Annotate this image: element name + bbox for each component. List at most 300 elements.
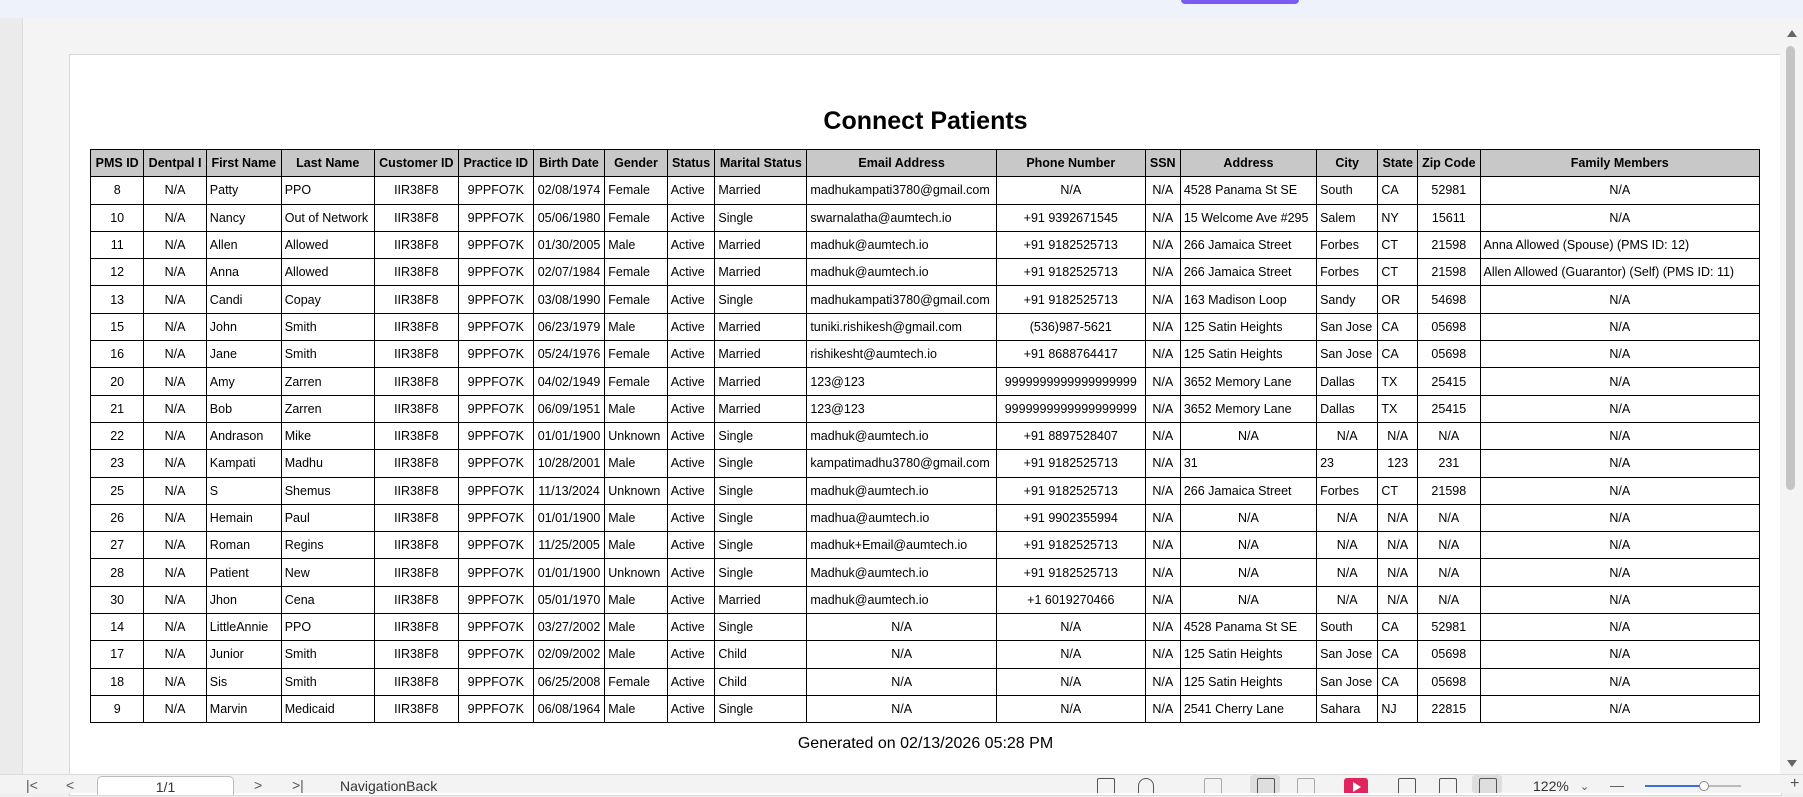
table-cell: IIR38F8: [374, 395, 458, 422]
column-header: Family Members: [1480, 150, 1759, 177]
table-cell: 28: [91, 559, 144, 586]
table-cell: Active: [667, 259, 715, 286]
scroll-mode-icon[interactable]: [1204, 778, 1222, 793]
table-cell: N/A: [1145, 286, 1180, 313]
table-cell: Male: [605, 231, 667, 258]
table-cell: IIR38F8: [374, 422, 458, 449]
table-cell: 9PPFO7K: [458, 422, 533, 449]
table-cell: 18: [91, 668, 144, 695]
table-cell: Active: [667, 286, 715, 313]
table-row: [91, 368, 1760, 395]
column-header: Last Name: [281, 150, 374, 177]
table-cell: N/A: [807, 614, 997, 641]
table-cell: TX: [1378, 368, 1418, 395]
table-cell: N/A: [1145, 532, 1180, 559]
table-cell: N/A: [1317, 559, 1378, 586]
single-page-icon[interactable]: [1257, 778, 1275, 793]
table-row: [91, 532, 1760, 559]
table-cell: N/A: [1480, 641, 1759, 668]
table-cell: 9PPFO7K: [458, 368, 533, 395]
table-cell: Active: [667, 614, 715, 641]
table-cell: 52981: [1418, 177, 1480, 204]
fit-width-icon[interactable]: [1439, 778, 1457, 793]
table-cell: 11/25/2005: [533, 532, 605, 559]
table-cell: tuniki.rishikesh@gmail.com: [807, 313, 997, 340]
table-cell: 8: [91, 177, 144, 204]
table-row: [91, 641, 1760, 668]
table-cell: Active: [667, 586, 715, 613]
table-cell: Active: [667, 504, 715, 531]
table-cell: 05698: [1418, 641, 1480, 668]
table-cell: N/A: [1145, 422, 1180, 449]
table-cell: CT: [1378, 259, 1418, 286]
table-cell: N/A: [1145, 231, 1180, 258]
reading-mode-icon[interactable]: [1479, 778, 1497, 793]
table-cell: 52981: [1418, 614, 1480, 641]
table-cell: N/A: [144, 532, 206, 559]
table-cell: N/A: [807, 695, 997, 722]
table-cell: N/A: [1480, 204, 1759, 231]
table-cell: Unknown: [605, 422, 667, 449]
table-cell: madhua@aumtech.io: [807, 504, 997, 531]
column-header: Dentpal I: [144, 150, 206, 177]
table-cell: IIR38F8: [374, 668, 458, 695]
table-cell: 01/01/1900: [533, 559, 605, 586]
table-cell: N/A: [144, 395, 206, 422]
table-cell: Active: [667, 695, 715, 722]
table-cell: 17: [91, 641, 144, 668]
table-cell: 9PPFO7K: [458, 341, 533, 368]
table-cell: 266 Jamaica Street: [1180, 477, 1316, 504]
table-cell: rishikesht@aumtech.io: [807, 341, 997, 368]
table-cell: +1 6019270466: [996, 586, 1145, 613]
table-cell: madhuk+Email@aumtech.io: [807, 532, 997, 559]
zoom-slider-knob[interactable]: [1699, 781, 1709, 791]
table-cell: 11/13/2024: [533, 477, 605, 504]
table-cell: 23: [91, 450, 144, 477]
table-cell: San Jose: [1317, 313, 1378, 340]
table-cell: Smith: [281, 341, 374, 368]
table-cell: N/A: [1378, 504, 1418, 531]
table-cell: Zarren: [281, 368, 374, 395]
table-cell: IIR38F8: [374, 231, 458, 258]
table-cell: Active: [667, 313, 715, 340]
table-cell: 25415: [1418, 368, 1480, 395]
table-cell: Single: [715, 504, 807, 531]
table-cell: 25: [91, 477, 144, 504]
table-cell: Jane: [206, 341, 281, 368]
table-cell: 9PPFO7K: [458, 532, 533, 559]
table-cell: 15 Welcome Ave #295: [1180, 204, 1316, 231]
table-cell: 9PPFO7K: [458, 259, 533, 286]
column-header: First Name: [206, 150, 281, 177]
table-cell: Allowed: [281, 231, 374, 258]
table-cell: Sandy: [1317, 286, 1378, 313]
table-cell: Zarren: [281, 395, 374, 422]
table-cell: 125 Satin Heights: [1180, 641, 1316, 668]
table-cell: Married: [715, 586, 807, 613]
table-cell: South: [1317, 177, 1378, 204]
table-cell: TX: [1378, 395, 1418, 422]
table-cell: N/A: [144, 341, 206, 368]
table-cell: N/A: [1480, 286, 1759, 313]
table-cell: Allen: [206, 231, 281, 258]
table-cell: San Jose: [1317, 341, 1378, 368]
table-cell: 05698: [1418, 341, 1480, 368]
table-cell: 9PPFO7K: [458, 313, 533, 340]
table-cell: N/A: [1480, 177, 1759, 204]
table-cell: CA: [1378, 177, 1418, 204]
table-cell: Female: [605, 204, 667, 231]
zoom-slider[interactable]: [1645, 785, 1741, 787]
fit-page-icon[interactable]: [1097, 778, 1115, 793]
top-strip: [0, 0, 1803, 18]
table-cell: Smith: [281, 641, 374, 668]
table-cell: CA: [1378, 668, 1418, 695]
table-cell: 2541 Cherry Lane: [1180, 695, 1316, 722]
column-header: SSN: [1145, 150, 1180, 177]
table-cell: IIR38F8: [374, 641, 458, 668]
table-cell: Single: [715, 422, 807, 449]
table-cell: 22: [91, 422, 144, 449]
table-cell: IIR38F8: [374, 450, 458, 477]
patients-table: [90, 149, 1760, 723]
page-number-input[interactable]: 1/1: [97, 776, 234, 795]
table-cell: CA: [1378, 614, 1418, 641]
table-cell: CA: [1378, 313, 1418, 340]
top-accent-tab[interactable]: [1181, 0, 1299, 4]
two-page-icon[interactable]: [1297, 778, 1315, 793]
table-cell: Female: [605, 259, 667, 286]
table-cell: 05698: [1418, 668, 1480, 695]
table-cell: 21598: [1418, 259, 1480, 286]
table-cell: N/A: [1145, 368, 1180, 395]
table-cell: CT: [1378, 231, 1418, 258]
table-cell: Female: [605, 286, 667, 313]
presentation-play-icon[interactable]: [1344, 778, 1368, 793]
table-cell: Married: [715, 341, 807, 368]
view-eye-icon[interactable]: [1138, 778, 1154, 793]
navigation-back-label[interactable]: NavigationBack: [340, 778, 438, 794]
table-cell: Female: [605, 177, 667, 204]
scrollbar-thumb[interactable]: [1786, 46, 1795, 490]
table-cell: 25415: [1418, 395, 1480, 422]
table-cell: Anna: [206, 259, 281, 286]
table-cell: Active: [667, 177, 715, 204]
table-cell: 9PPFO7K: [458, 559, 533, 586]
table-cell: Active: [667, 368, 715, 395]
table-cell: N/A: [1317, 586, 1378, 613]
table-cell: N/A: [996, 668, 1145, 695]
table-cell: N/A: [1145, 259, 1180, 286]
zoom-level[interactable]: 122%: [1533, 778, 1569, 794]
table-cell: Active: [667, 532, 715, 559]
table-cell: N/A: [1480, 532, 1759, 559]
table-cell: Active: [667, 477, 715, 504]
table-cell: Forbes: [1317, 477, 1378, 504]
scroll-down-icon[interactable]: [1787, 760, 1797, 767]
table-cell: 123: [1378, 450, 1418, 477]
table-cell: N/A: [1145, 559, 1180, 586]
table-cell: 14: [91, 614, 144, 641]
column-header: PMS ID: [91, 150, 144, 177]
column-header: Zip Code: [1418, 150, 1480, 177]
table-cell: N/A: [144, 231, 206, 258]
table-cell: Roman: [206, 532, 281, 559]
table-cell: N/A: [1180, 586, 1316, 613]
table-cell: Smith: [281, 668, 374, 695]
table-cell: Male: [605, 450, 667, 477]
table-cell: Male: [605, 313, 667, 340]
table-cell: Active: [667, 668, 715, 695]
table-cell: N/A: [1145, 695, 1180, 722]
table-row: [91, 450, 1760, 477]
table-cell: 9PPFO7K: [458, 231, 533, 258]
table-cell: 9PPFO7K: [458, 504, 533, 531]
table-cell: Medicaid: [281, 695, 374, 722]
table-cell: Single: [715, 450, 807, 477]
table-cell: Male: [605, 504, 667, 531]
table-cell: madhukampati3780@gmail.com: [807, 177, 997, 204]
table-row: [91, 504, 1760, 531]
table-cell: Hemain: [206, 504, 281, 531]
table-cell: +91 9182525713: [996, 477, 1145, 504]
table-cell: Unknown: [605, 559, 667, 586]
table-cell: Madhu: [281, 450, 374, 477]
table-cell: John: [206, 313, 281, 340]
table-cell: Male: [605, 532, 667, 559]
table-cell: S: [206, 477, 281, 504]
table-cell: 21598: [1418, 231, 1480, 258]
table-cell: IIR38F8: [374, 286, 458, 313]
table-cell: 16: [91, 341, 144, 368]
table-cell: Active: [667, 204, 715, 231]
column-header: Marital Status: [715, 150, 807, 177]
table-cell: Active: [667, 395, 715, 422]
table-cell: Andrason: [206, 422, 281, 449]
table-cell: +91 9182525713: [996, 532, 1145, 559]
table-cell: 9PPFO7K: [458, 586, 533, 613]
table-cell: Allen Allowed (Guarantor) (Self) (PMS ID: 11): [1480, 259, 1759, 286]
table-cell: N/A: [1480, 477, 1759, 504]
table-cell: CA: [1378, 341, 1418, 368]
table-cell: Female: [605, 341, 667, 368]
table-cell: N/A: [144, 668, 206, 695]
table-cell: OR: [1378, 286, 1418, 313]
table-cell: Madhuk@aumtech.io: [807, 559, 997, 586]
table-cell: Salem: [1317, 204, 1378, 231]
table-cell: 266 Jamaica Street: [1180, 259, 1316, 286]
table-cell: 9PPFO7K: [458, 177, 533, 204]
table-cell: N/A: [1145, 614, 1180, 641]
table-cell: N/A: [1145, 177, 1180, 204]
table-cell: N/A: [1378, 559, 1418, 586]
table-cell: N/A: [144, 204, 206, 231]
zoom-in-icon[interactable]: +: [1790, 775, 1800, 792]
table-cell: IIR38F8: [374, 559, 458, 586]
table-cell: 06/09/1951: [533, 395, 605, 422]
table-cell: Patty: [206, 177, 281, 204]
table-cell: N/A: [1180, 559, 1316, 586]
table-cell: N/A: [1145, 341, 1180, 368]
table-cell: N/A: [1180, 532, 1316, 559]
column-header: Birth Date: [533, 150, 605, 177]
table-cell: N/A: [144, 586, 206, 613]
table-cell: Male: [605, 614, 667, 641]
column-header: State: [1378, 150, 1418, 177]
table-cell: Sis: [206, 668, 281, 695]
table-cell: N/A: [1145, 586, 1180, 613]
table-cell: NY: [1378, 204, 1418, 231]
table-cell: 27: [91, 532, 144, 559]
table-cell: 02/09/2002: [533, 641, 605, 668]
table-cell: IIR38F8: [374, 313, 458, 340]
table-row: [91, 286, 1760, 313]
table-cell: 9999999999999999999: [996, 368, 1145, 395]
table-cell: N/A: [1317, 532, 1378, 559]
table-cell: Child: [715, 641, 807, 668]
table-cell: N/A: [1480, 586, 1759, 613]
table-cell: Married: [715, 368, 807, 395]
table-cell: N/A: [807, 641, 997, 668]
table-cell: 06/25/2008: [533, 668, 605, 695]
table-cell: 163 Madison Loop: [1180, 286, 1316, 313]
table-row: [91, 668, 1760, 695]
next-page-icon[interactable]: >: [254, 777, 263, 793]
last-page-icon[interactable]: >|: [292, 777, 304, 793]
table-cell: Allowed: [281, 259, 374, 286]
table-cell: Out of Network: [281, 204, 374, 231]
table-cell: CT: [1378, 477, 1418, 504]
table-cell: Male: [605, 695, 667, 722]
table-cell: 04/02/1949: [533, 368, 605, 395]
table-cell: 10: [91, 204, 144, 231]
document-title: Connect Patients: [823, 107, 1028, 135]
table-cell: IIR38F8: [374, 614, 458, 641]
table-cell: N/A: [1317, 504, 1378, 531]
table-cell: N/A: [1145, 504, 1180, 531]
table-cell: Married: [715, 313, 807, 340]
table-cell: IIR38F8: [374, 504, 458, 531]
table-cell: 31: [1180, 450, 1316, 477]
table-cell: Unknown: [605, 477, 667, 504]
table-cell: +91 9902355994: [996, 504, 1145, 531]
table-cell: N/A: [1480, 313, 1759, 340]
first-page-icon[interactable]: |<: [26, 777, 38, 793]
page-thumbnails-icon[interactable]: [1398, 778, 1416, 793]
table-cell: Active: [667, 231, 715, 258]
table-cell: N/A: [1418, 559, 1480, 586]
table-cell: Dallas: [1317, 368, 1378, 395]
table-cell: IIR38F8: [374, 477, 458, 504]
table-cell: Dallas: [1317, 395, 1378, 422]
table-cell: 9PPFO7K: [458, 286, 533, 313]
table-cell: Male: [605, 641, 667, 668]
table-cell: N/A: [1378, 586, 1418, 613]
table-cell: N/A: [1145, 204, 1180, 231]
table-cell: Single: [715, 695, 807, 722]
table-cell: Nancy: [206, 204, 281, 231]
table-row: [91, 177, 1760, 204]
table-cell: N/A: [1480, 668, 1759, 695]
table-cell: Male: [605, 395, 667, 422]
table-cell: N/A: [144, 368, 206, 395]
table-cell: N/A: [1145, 313, 1180, 340]
table-cell: Single: [715, 286, 807, 313]
table-cell: 231: [1418, 450, 1480, 477]
table-cell: 9PPFO7K: [458, 204, 533, 231]
column-header: Email Address: [807, 150, 997, 177]
table-cell: N/A: [144, 286, 206, 313]
table-cell: Junior: [206, 641, 281, 668]
zoom-dropdown-icon[interactable]: ⌄: [1580, 781, 1590, 793]
table-cell: 9999999999999999999: [996, 395, 1145, 422]
table-cell: N/A: [144, 477, 206, 504]
pdf-page: [69, 54, 1782, 796]
scroll-up-icon[interactable]: [1787, 30, 1797, 37]
table-cell: +91 9182525713: [996, 559, 1145, 586]
table-cell: 01/01/1900: [533, 504, 605, 531]
table-cell: 11: [91, 231, 144, 258]
table-cell: Active: [667, 341, 715, 368]
table-cell: Married: [715, 177, 807, 204]
table-cell: N/A: [1180, 504, 1316, 531]
table-cell: +91 9182525713: [996, 450, 1145, 477]
table-cell: 9PPFO7K: [458, 668, 533, 695]
table-cell: 4528 Panama St SE: [1180, 614, 1316, 641]
table-cell: N/A: [1480, 395, 1759, 422]
table-row: [91, 559, 1760, 586]
table-cell: N/A: [1480, 504, 1759, 531]
table-cell: N/A: [1480, 614, 1759, 641]
table-cell: Single: [715, 477, 807, 504]
vertical-scrollbar[interactable]: [1780, 18, 1803, 774]
table-cell: N/A: [996, 177, 1145, 204]
table-row: [91, 586, 1760, 613]
table-cell: 23: [1317, 450, 1378, 477]
zoom-out-icon[interactable]: —: [1610, 777, 1624, 793]
table-cell: Forbes: [1317, 259, 1378, 286]
column-header: Gender: [605, 150, 667, 177]
table-cell: Regins: [281, 532, 374, 559]
zoom-slider-fill: [1645, 785, 1703, 787]
table-cell: Single: [715, 532, 807, 559]
table-cell: Sahara: [1317, 695, 1378, 722]
table-cell: madhukampati3780@gmail.com: [807, 286, 997, 313]
table-cell: N/A: [1418, 504, 1480, 531]
table-cell: Bob: [206, 395, 281, 422]
table-cell: madhuk@aumtech.io: [807, 231, 997, 258]
table-cell: 02/07/1984: [533, 259, 605, 286]
table-cell: 22815: [1418, 695, 1480, 722]
prev-page-icon[interactable]: <: [66, 777, 75, 793]
table-cell: +91 8688764417: [996, 341, 1145, 368]
table-cell: madhuk@aumtech.io: [807, 586, 997, 613]
table-cell: N/A: [1378, 532, 1418, 559]
table-cell: Mike: [281, 422, 374, 449]
table-cell: N/A: [996, 641, 1145, 668]
table-cell: San Jose: [1317, 668, 1378, 695]
table-cell: 01/01/1900: [533, 422, 605, 449]
table-row: [91, 695, 1760, 722]
table-cell: 15611: [1418, 204, 1480, 231]
table-cell: 30: [91, 586, 144, 613]
column-header: Phone Number: [996, 150, 1145, 177]
table-cell: 125 Satin Heights: [1180, 341, 1316, 368]
table-row: [91, 259, 1760, 286]
table-cell: N/A: [1480, 422, 1759, 449]
column-header: Address: [1180, 150, 1316, 177]
